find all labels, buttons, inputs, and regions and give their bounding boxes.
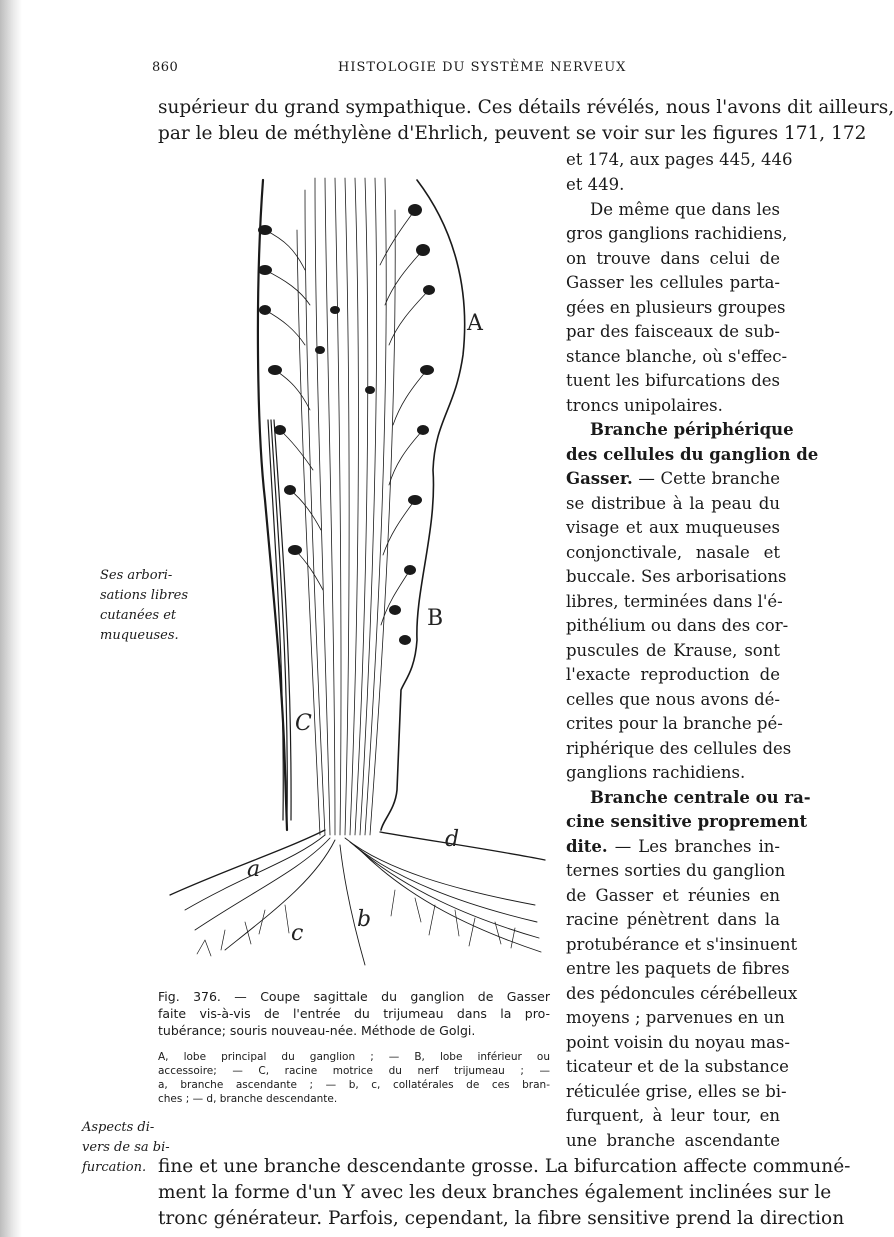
column-line: tuent les bifurcations des	[566, 371, 780, 390]
column-line: puscules de Krause, sont	[566, 641, 780, 660]
column-line: pithélium ou dans des cor-	[566, 616, 789, 635]
figure-legend-line: accessoire; — C, racine motrice du nerf trijumeau ; —	[158, 1065, 550, 1077]
column-line: l'exacte reproduction de	[566, 665, 780, 684]
column-line: de Gasser et réunies en	[566, 886, 780, 905]
margin-note-line: cutanées et	[100, 608, 177, 623]
column-line: troncs unipolaires.	[566, 396, 723, 415]
column-line: une branche ascendante	[566, 1131, 780, 1150]
column-line: gros ganglions rachidiens,	[566, 224, 788, 243]
figure-label-c: c	[291, 921, 304, 946]
running-title: HISTOLOGIE DU SYSTÈME NERVEUX	[338, 60, 627, 75]
column-line-text: — Cette branche	[632, 469, 780, 488]
margin-note-line: sations libres	[100, 588, 189, 603]
column-line	[566, 467, 780, 492]
column-line: et 174, aux pages 445, 446	[566, 150, 793, 169]
column-line: visage et aux muqueuses	[566, 518, 780, 537]
column-line	[566, 198, 780, 223]
figure-caption-title: tubérance; souris nouveau-née. Méthode de Golgi.	[158, 1023, 476, 1038]
figure-label-a: a	[247, 857, 261, 882]
section-heading	[566, 786, 811, 811]
section-heading: des cellules du ganglion de	[566, 445, 819, 464]
column-line: stance blanche, où s'effec-	[566, 347, 788, 366]
section-heading: cine sensitive proprement	[566, 812, 808, 831]
body-line: supérieur du grand sympathique. Ces détails révélés, nous l'avons dit ailleurs,	[158, 97, 894, 118]
column-line: point voisin du noyau mas-	[566, 1033, 790, 1052]
body-line: fine et une branche descendante grosse. La bifurcation affecte communé-	[158, 1156, 851, 1177]
column-line: libres, terminées dans l'é-	[566, 592, 783, 611]
column-line	[566, 835, 780, 860]
column-line: celles que nous avons dé-	[566, 690, 780, 709]
ganglion-illustration	[165, 170, 550, 975]
margin-note-line: furcation.	[82, 1160, 147, 1175]
column-line: réticulée grise, elles se bi-	[566, 1082, 787, 1101]
column-line: ternes sorties du ganglion	[566, 861, 786, 880]
margin-note-line: Aspects di-	[82, 1120, 155, 1135]
column-line-text: De même que dans les	[590, 200, 780, 219]
page-number: 860	[152, 60, 179, 75]
column-line: ganglions rachidiens.	[566, 763, 746, 782]
column-line: entre les paquets de fibres	[566, 959, 790, 978]
section-heading-text: Branche centrale ou ra-	[590, 788, 811, 807]
margin-note	[82, 1118, 170, 1178]
figure-376	[165, 170, 550, 975]
figure-label-B: B	[427, 606, 444, 631]
column-line: ticateur et de la substance	[566, 1057, 789, 1076]
figure-label-C: C	[295, 711, 312, 736]
section-heading-text: Branche périphérique	[590, 420, 794, 439]
column-line: et 449.	[566, 175, 625, 194]
margin-note-line: vers de sa bi-	[82, 1140, 170, 1155]
column-line: racine pénètrent dans la	[566, 910, 780, 929]
margin-note-line: muqueuses.	[100, 628, 179, 643]
column-line: buccale. Ses arborisations	[566, 567, 787, 586]
column-line: riphérique des cellules des	[566, 739, 792, 758]
column-line: se distribue à la peau du	[566, 494, 780, 513]
column-line: moyens ; parvenues en un	[566, 1008, 785, 1027]
page-gutter-shadow	[0, 0, 22, 1237]
column-line: conjonctivale, nasale et	[566, 543, 780, 562]
figure-caption-title: faite vis-à-vis de l'entrée du trijumeau dans la pro-	[158, 1006, 550, 1021]
figure-legend-line: ches ; — d, branche descendante.	[158, 1093, 338, 1105]
figure-caption-title: Fig. 376. — Coupe sagittale du ganglion de Gasser	[158, 989, 550, 1004]
column-line: gées en plusieurs groupes	[566, 298, 786, 317]
column-line: par des faisceaux de sub-	[566, 322, 780, 341]
figure-label-A: A	[467, 311, 483, 336]
column-line: protubérance et s'insinuent	[566, 935, 798, 954]
column-line: Gasser les cellules parta-	[566, 273, 780, 292]
figure-label-d: d	[445, 827, 460, 852]
figure-label-b: b	[357, 907, 372, 932]
body-line: ment la forme d'un Y avec les deux branches également inclinées sur le	[158, 1182, 832, 1203]
figure-legend-line: a, branche ascendante ; — b, c, collatérales de ces bran-	[158, 1079, 550, 1091]
section-heading	[566, 418, 794, 443]
figure-legend-line: A, lobe principal du ganglion ; — B, lobe inférieur ou	[158, 1051, 550, 1063]
column-line: crites pour la branche pé-	[566, 714, 783, 733]
body-line: par le bleu de méthylène d'Ehrlich, peuvent se voir sur les figures 171, 172	[158, 123, 867, 144]
margin-note	[100, 566, 189, 646]
column-line: furquent, à leur tour, en	[566, 1106, 780, 1125]
margin-note-line: Ses arbori-	[100, 568, 173, 583]
column-line-text: — Les branches in-	[607, 837, 780, 856]
column-line: des pédoncules cérébelleux	[566, 984, 798, 1003]
body-line: tronc générateur. Parfois, cependant, la fibre sensitive prend la direction	[158, 1208, 845, 1229]
section-heading-text: dite.	[566, 837, 608, 856]
section-heading-text: Gasser.	[566, 469, 633, 488]
column-line: on trouve dans celui de	[566, 249, 780, 268]
